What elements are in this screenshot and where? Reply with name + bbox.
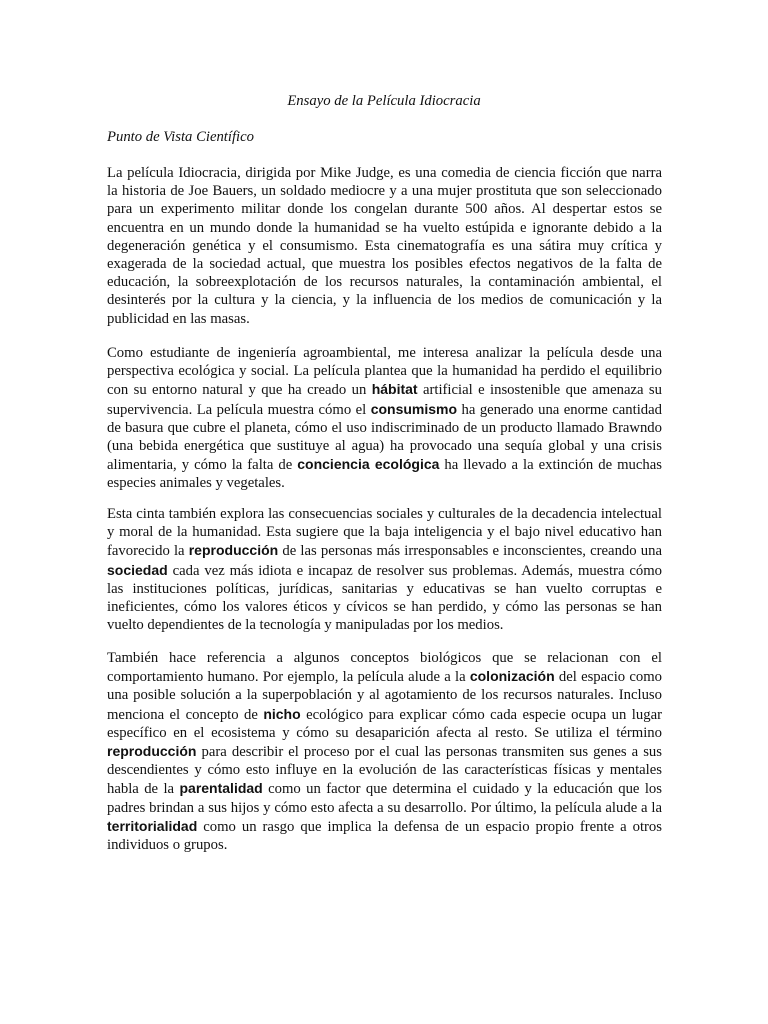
bold-term: nicho (263, 705, 301, 722)
text-run: como un rasgo que implica la defensa de un espacio propio frente a otros individuos o grupos. (107, 818, 662, 854)
text-run: de las personas más irresponsables e inconscientes, creando una (278, 543, 662, 560)
text-run: La película Idiocracia, dirigida por Mike Judge, es una comedia de ciencia ficción que narra la historia de Joe Bauers, un soldado mediocre y a una mujer prostituta que son seleccionado para un experimento militar donde los congelan durante 500 años. Al despertar estos se encuentra en un mundo donde la humanidad se ha vuelto estúpida e ignorante debido a la degeneración genética y el consumismo. Esta cinematografía es una sátira muy crítica y exagerada de la sociedad actual, que muestra los posibles efectos negativos de la falta de educación, la sobreexplotación de los recursos naturales, la contaminación ambiental, el desinterés por la cultura y la ciencia, y la influencia de los medios de comunicación y la publicidad en las masas. (107, 165, 662, 327)
bold-term: territorialidad (107, 817, 198, 834)
bold-term: parentalidad (179, 780, 263, 797)
bold-term: conciencia ecológica (297, 456, 440, 473)
bold-term: reproducción (188, 542, 279, 559)
paragraph-biological-concepts (107, 649, 662, 854)
text-run: ha llevado a la extinción de muchas especies animales y vegetales. (107, 457, 662, 492)
paragraph-ecological-perspective (107, 344, 662, 493)
text-run: como un factor que determina el cuidado y la educación que los padres brindan a sus hijos y cómo esto afecta a su desarrollo. Por último, la película alude a la (107, 781, 662, 816)
text-run: del espacio como una posible solución a la superpoblación y al agotamiento de los recursos naturales. Incluso menciona el concepto de (107, 669, 662, 723)
text-run: También hace referencia a algunos conceptos biológicos que se relacionan con el comportamiento humano. Por ejemplo, la película alude a la (107, 650, 662, 686)
paragraph-introduction (107, 164, 662, 328)
bold-term: consumismo (370, 400, 458, 417)
bold-term: colonización (469, 668, 555, 685)
document-subtitle: Punto de Vista Científico (107, 129, 254, 145)
text-run: Como estudiante de ingeniería agroambiental, me interesa analizar la película desde una perspectiva ecológica y social. La película plantea que la humanidad ha perdido el equilibrio con su entorno natural y que ha creado un (107, 345, 662, 399)
text-run: Esta cinta también explora las consecuencias sociales y culturales de la decadencia intelectual y moral de la humanidad. Esta sugiere que la baja inteligencia y el bajo nivel educativo han favorecido la (107, 506, 662, 560)
text-run: artificial e insostenible que amenaza su supervivencia. La película muestra cómo el (107, 382, 662, 418)
bold-term: reproducción (107, 743, 197, 760)
bold-term: sociedad (107, 561, 168, 578)
text-run: ha generado una enorme cantidad de basura que cubre el planeta, cómo el uso indiscriminado de un producto llamado Brawndo (una bebida energética que sustituye al agua) ha provocado una sequía global y una crisis alimentaria, y cómo la falta de (107, 401, 663, 474)
bold-term: hábitat (371, 381, 418, 398)
text-run: para describir el proceso por el cual las personas transmiten sus genes a sus descendientes y cómo esto influye en la evolución de las características físicas y mentales habla de la (107, 744, 662, 798)
document-title: Ensayo de la Película Idiocracia (287, 93, 481, 109)
text-run: ecológico para explicar cómo cada especie ocupa un lugar específico en el ecosistema y cómo su desaparición afecta al resto. Se utiliza el término (107, 706, 662, 741)
text-run: cada vez más idiota e incapaz de resolver sus problemas. Además, muestra cómo las instituciones políticas, jurídicas, sanitarias y educativas se han vuelto corruptas e ineficientes, cómo los valores éticos y cívicos se han perdido, y cómo las personas se han vuelto dependientes de la tecnología y manipuladas por los medios. (107, 562, 662, 634)
paragraph-social-consequences (107, 505, 662, 634)
